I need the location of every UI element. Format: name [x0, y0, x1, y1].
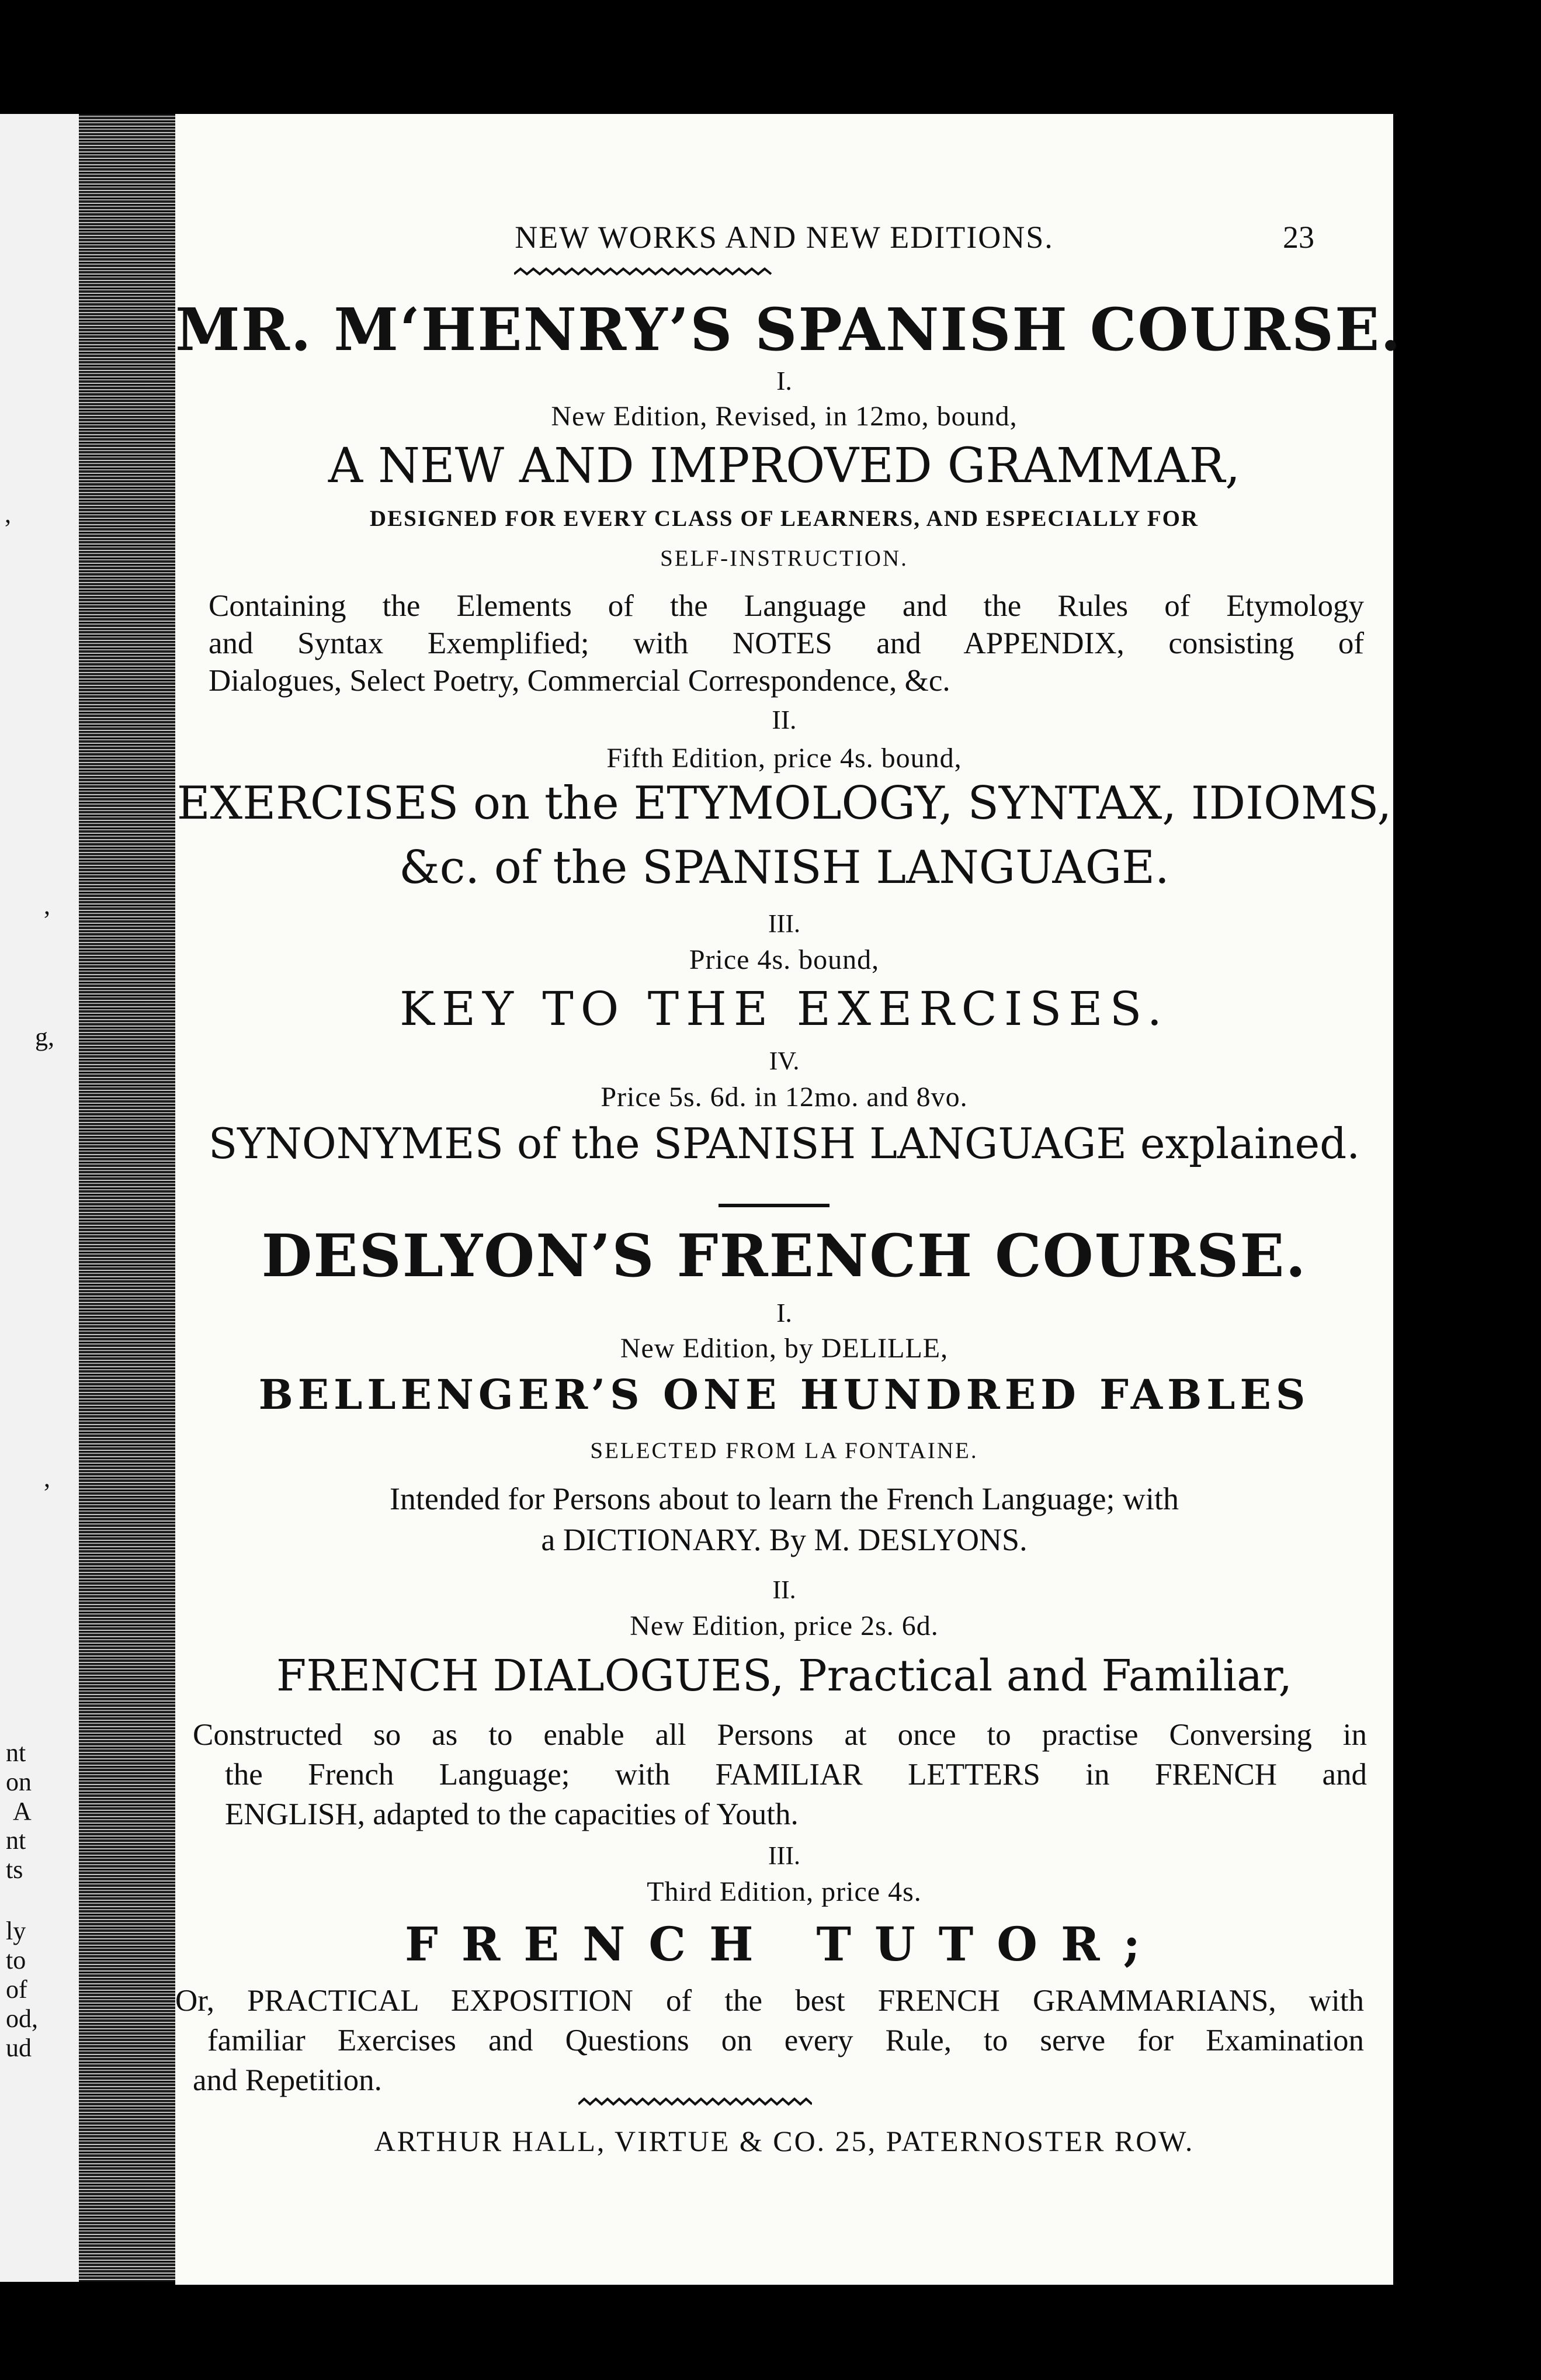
description-line: the French Language; with FAMILIAR LETTERS in FRENCH and	[225, 1758, 1367, 1792]
margin-fragment: ly	[6, 1917, 26, 1945]
page-number: 23	[1283, 220, 1314, 255]
item-numeral: I.	[776, 1298, 792, 1328]
edition-note: New Edition, price 2s. 6d.	[630, 1610, 939, 1641]
margin-fragment: ,	[44, 1464, 50, 1492]
book-title: KEY TO THE EXERCISES.	[399, 982, 1169, 1036]
margin-fragment: ud	[6, 2033, 32, 2062]
book-title: A NEW AND IMPROVED GRAMMAR,	[328, 438, 1241, 494]
description-line: Intended for Persons about to learn the French Language; with	[389, 1481, 1179, 1516]
margin-fragment: on	[6, 1768, 32, 1796]
margin-fragment: of	[6, 1975, 27, 2004]
book-title: &c. of the SPANISH LANGUAGE.	[399, 841, 1169, 894]
book-description	[175, 587, 1393, 699]
book-title: EXERCISES on the ETYMOLOGY, SYNTAX, IDIOMS,	[176, 777, 1392, 830]
book-description	[175, 1715, 1393, 1834]
book-subtitle: SELF-INSTRUCTION.	[660, 546, 908, 571]
margin-fragment: ts	[6, 1855, 23, 1884]
margin-fragment: A	[13, 1797, 32, 1825]
book-description	[175, 1478, 1393, 1560]
binding-gutter	[79, 114, 184, 2282]
description-line: Dialogues, Select Poetry, Commercial Correspondence, &c.	[209, 664, 950, 698]
item-numeral: IV.	[769, 1047, 800, 1075]
imprint: ARTHUR HALL, VIRTUE & CO. 25, PATERNOSTER ROW.	[374, 2125, 1195, 2157]
book-subtitle: SELECTED FROM LA FONTAINE.	[590, 1438, 978, 1463]
ornament-rule	[514, 266, 783, 281]
book-title: FRENCH DIALOGUES, Practical and Familiar,	[276, 1651, 1292, 1701]
edition-note: Fifth Edition, price 4s. bound,	[606, 743, 962, 774]
description-line: and Repetition.	[193, 2063, 382, 2097]
book-title: BELLENGER’S ONE HUNDRED FABLES	[258, 1370, 1310, 1419]
edition-note: New Edition, Revised, in 12mo, bound,	[551, 401, 1018, 432]
item-numeral: II.	[772, 705, 797, 735]
description-line: and Syntax Exemplified; with NOTES and APPENDIX, consisting of	[209, 626, 1364, 660]
item-numeral: III.	[768, 909, 800, 938]
description-line: Containing the Elements of the Language and the Rules of Etymology	[209, 589, 1364, 623]
ornament-rule	[578, 2096, 812, 2111]
margin-fragment: nt	[6, 1738, 26, 1767]
margin-fragment: g,	[35, 1023, 54, 1051]
item-numeral: II.	[772, 1575, 796, 1604]
margin-fragment: ,	[44, 891, 50, 920]
edition-note: Price 5s. 6d. in 12mo. and 8vo.	[601, 1082, 968, 1113]
book-page	[175, 114, 1402, 2285]
item-numeral: III.	[768, 1841, 800, 1870]
item-numeral: I.	[776, 366, 792, 396]
margin-fragment: nt	[6, 1826, 26, 1855]
section-divider	[719, 1204, 829, 1207]
section-heading-spanish: MR. M‘HENRY’S SPANISH COURSE.	[175, 295, 1402, 364]
margin-fragment: ,	[5, 500, 11, 528]
book-title: FRENCH TUTOR;	[404, 1917, 1164, 1972]
description-line: ENGLISH, adapted to the capacities of Youth.	[225, 1797, 799, 1831]
edition-note: New Edition, by DELILLE,	[620, 1333, 949, 1364]
book-title: SYNONYMES of the SPANISH LANGUAGE explained.	[208, 1119, 1360, 1168]
edition-note: Third Edition, price 4s.	[647, 1876, 922, 1907]
book-description	[175, 1981, 1393, 2100]
description-line: familiar Exercises and Questions on every Rule, to serve for Examination	[207, 2024, 1364, 2057]
description-line: Or, PRACTICAL EXPOSITION of the best FRENCH GRAMMARIANS, with	[175, 1984, 1364, 2018]
running-head: NEW WORKS AND NEW EDITIONS.	[515, 220, 1054, 255]
description-line: a DICTIONARY. By M. DESLYONS.	[541, 1522, 1028, 1557]
margin-fragment: od,	[6, 2004, 38, 2033]
description-line: Constructed so as to enable all Persons at once to practise Conversing in	[193, 1718, 1367, 1752]
section-heading-french: DESLYON’S FRENCH COURSE.	[261, 1221, 1307, 1290]
margin-fragment: to	[6, 1946, 26, 1974]
edition-note: Price 4s. bound,	[689, 944, 880, 975]
book-subtitle: DESIGNED FOR EVERY CLASS OF LEARNERS, AND ESPECIALLY FOR	[369, 506, 1199, 531]
previous-page-edge	[0, 114, 79, 2282]
